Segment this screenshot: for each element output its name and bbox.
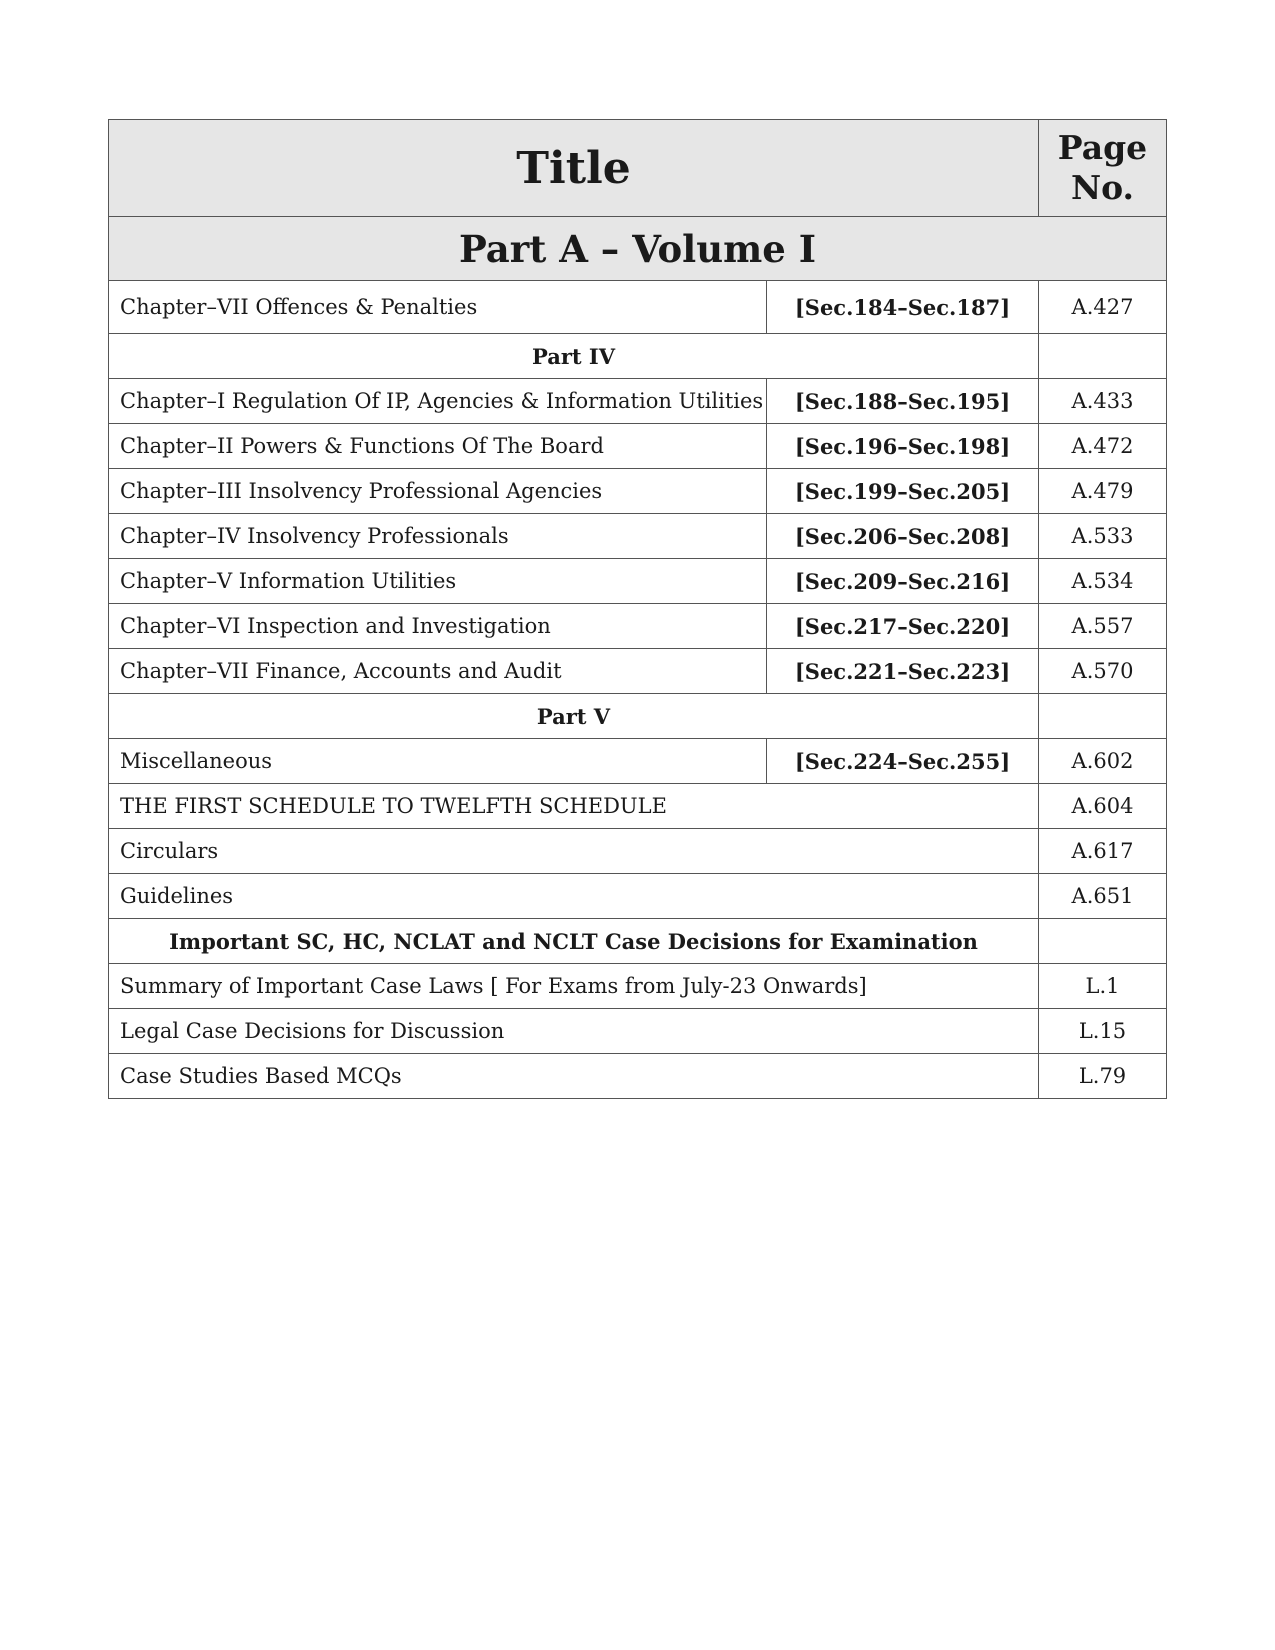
section-heading: Important SC, HC, NCLAT and NCLT Case Decisions for Examination [109, 919, 1039, 964]
entry-title: Summary of Important Case Laws [ For Exams from July-23 Onwards] [109, 964, 1039, 1009]
entry-title: Chapter–IV Insolvency Professionals [109, 514, 767, 559]
toc-entry-row [109, 649, 1167, 694]
entry-title: Circulars [109, 829, 1039, 874]
title-header: Title [109, 120, 1039, 217]
toc-entry-row [109, 424, 1167, 469]
toc-entry-row [109, 829, 1167, 874]
entry-title: Chapter–VII Offences & Penalties [109, 281, 767, 334]
page-number: A.602 [1039, 739, 1167, 784]
page-number: A.433 [1039, 379, 1167, 424]
section-range: [Sec.209–Sec.216] [767, 559, 1039, 604]
page-no-line-2: No. [1070, 168, 1135, 207]
entry-title: THE FIRST SCHEDULE TO TWELFTH SCHEDULE [109, 784, 1039, 829]
page-number: A.604 [1039, 784, 1167, 829]
page-number: A.570 [1039, 649, 1167, 694]
page-number: L.15 [1039, 1009, 1167, 1054]
page-number: A.427 [1039, 281, 1167, 334]
entry-title: Chapter–V Information Utilities [109, 559, 767, 604]
section-range: [Sec.196–Sec.198] [767, 424, 1039, 469]
entry-title: Miscellaneous [109, 739, 767, 784]
page-cell-empty [1039, 694, 1167, 739]
section-row [109, 694, 1167, 739]
toc-entry-row [109, 469, 1167, 514]
entry-title: Chapter–I Regulation Of IP, Agencies & Information Utilities [109, 379, 767, 424]
section-row [109, 919, 1167, 964]
entry-title: Chapter–VI Inspection and Investigation [109, 604, 767, 649]
page-number: A.651 [1039, 874, 1167, 919]
section-range: [Sec.217–Sec.220] [767, 604, 1039, 649]
page-no-header [1039, 120, 1167, 217]
entry-title: Case Studies Based MCQs [109, 1054, 1039, 1099]
part-title: Part A – Volume I [109, 217, 1167, 281]
page-no-line-1: Page [1057, 128, 1148, 167]
page-number: A.472 [1039, 424, 1167, 469]
entry-title: Chapter–III Insolvency Professional Agencies [109, 469, 767, 514]
page-cell-empty [1039, 334, 1167, 379]
entry-title: Legal Case Decisions for Discussion [109, 1009, 1039, 1054]
page-number: A.534 [1039, 559, 1167, 604]
section-range: [Sec.184–Sec.187] [767, 281, 1039, 334]
section-range: [Sec.199–Sec.205] [767, 469, 1039, 514]
page-cell-empty [1039, 919, 1167, 964]
section-heading: Part V [109, 694, 1039, 739]
toc-entry-row [109, 514, 1167, 559]
table-of-contents [108, 119, 1167, 1099]
page-number: A.617 [1039, 829, 1167, 874]
page-number: A.533 [1039, 514, 1167, 559]
toc-entry-row [109, 604, 1167, 649]
toc-entry-row [109, 559, 1167, 604]
header-row [109, 120, 1167, 217]
section-heading: Part IV [109, 334, 1039, 379]
page-number: A.557 [1039, 604, 1167, 649]
toc-entry-row [109, 874, 1167, 919]
entry-title: Chapter–VII Finance, Accounts and Audit [109, 649, 767, 694]
part-title-row [109, 217, 1167, 281]
entry-title: Guidelines [109, 874, 1039, 919]
page-number: L.79 [1039, 1054, 1167, 1099]
toc-entry-row [109, 281, 1167, 334]
page-number: L.1 [1039, 964, 1167, 1009]
section-range: [Sec.206–Sec.208] [767, 514, 1039, 559]
section-range: [Sec.221–Sec.223] [767, 649, 1039, 694]
toc-entry-row [109, 964, 1167, 1009]
section-range: [Sec.224–Sec.255] [767, 739, 1039, 784]
toc-entry-row [109, 784, 1167, 829]
toc-entry-row [109, 739, 1167, 784]
section-row [109, 334, 1167, 379]
entry-title: Chapter–II Powers & Functions Of The Board [109, 424, 767, 469]
page-number: A.479 [1039, 469, 1167, 514]
toc-entry-row [109, 1054, 1167, 1099]
toc-entry-row [109, 1009, 1167, 1054]
toc-entry-row [109, 379, 1167, 424]
section-range: [Sec.188–Sec.195] [767, 379, 1039, 424]
